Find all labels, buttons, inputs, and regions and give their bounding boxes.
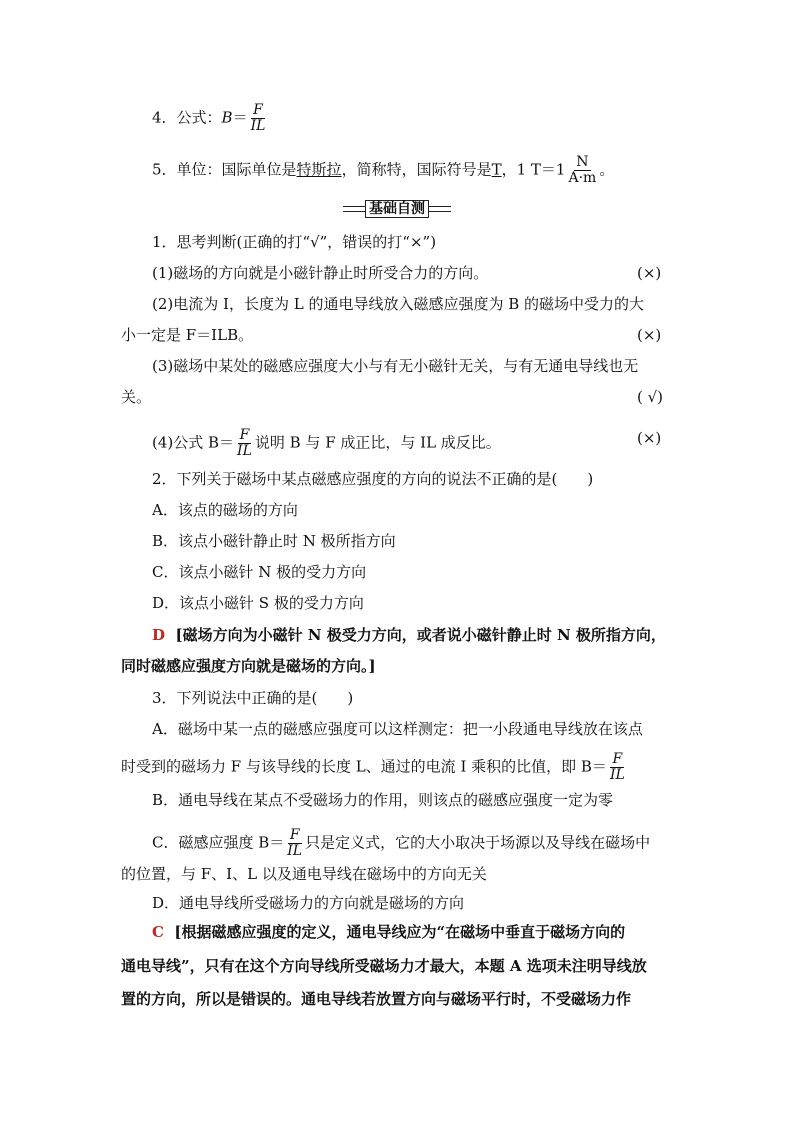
q1-item-4-fraction	[235, 428, 254, 459]
fraction-denominator: A·m	[568, 170, 597, 186]
q2-option-c: C．该点小磁针 N 极的受力方向	[152, 563, 367, 581]
q2-explanation-line2: 同时磁感应强度方向就是磁场的方向。]	[121, 657, 376, 675]
fraction-denominator: IL	[287, 843, 303, 859]
fraction-denominator: IL	[250, 118, 266, 134]
q1-item-3-line1: (3)磁场中某处的磁感应强度大小与有无小磁针无关，与有无通电导线也无	[152, 357, 639, 375]
q1-item-4-pre: (4)公式 B＝	[152, 433, 235, 452]
q2-explain-text-1: [磁场方向为小磁针 N 极受力方向，或者说小磁针静止时 N 极所指方向，	[175, 626, 666, 644]
q3-option-a-line1: A．磁场中某一点的磁感应强度可以这样测定：把一小段通电导线放在该点	[152, 720, 643, 738]
q2-explanation-line1	[152, 625, 666, 645]
q2-option-b: B．该点小磁针静止时 N 极所指方向	[152, 532, 396, 550]
q2-answer: D	[152, 626, 166, 644]
q3-option-c-post: 只是定义式，它的大小取决于场源以及导线在磁场中	[305, 833, 651, 852]
q3-explain-text-1: [根据磁感应强度的定义，通电导线应为“在磁场中垂直于磁场方向的	[174, 923, 626, 941]
q1-item-1-mark: (×)	[637, 264, 662, 282]
formula-fraction	[249, 103, 268, 134]
q1-item-1: (1)磁场的方向就是小磁针静止时所受合力的方向。	[152, 264, 489, 282]
unit-fraction	[566, 155, 598, 186]
formula-lhs: B	[221, 108, 233, 127]
q1-item-2-line2: 小一定是 F＝ILB。	[121, 326, 254, 344]
fraction-numerator: N	[576, 154, 589, 170]
unit-mid: ，简称特，国际符号是	[341, 160, 492, 179]
banner-label: 基础自测	[365, 200, 429, 218]
q1-item-4-mark: (×)	[637, 429, 662, 447]
formula-eq: ＝	[232, 108, 248, 127]
q1-item-2-line1: (2)电流为 I，长度为 L 的通电导线放入磁感应强度为 B 的磁场中受力的大	[152, 295, 645, 313]
unit-line	[152, 155, 614, 186]
q2-option-d: D．该点小磁针 S 极的受力方向	[152, 594, 364, 612]
q3-option-a-line2	[121, 752, 628, 783]
q1-item-3-mark: ( √)	[637, 388, 664, 406]
q3-title: 3．下列说法中正确的是( )	[152, 689, 354, 707]
q2-option-a: A．该点的磁场的方向	[152, 501, 298, 519]
banner-rule-right	[429, 206, 451, 212]
q3-explanation-line1	[152, 922, 625, 942]
fraction-denominator: IL	[237, 443, 252, 459]
q2-title: 2．下列关于磁场中某点磁感应强度的方向的说法不正确的是( )	[152, 470, 594, 488]
fraction-denominator: IL	[609, 767, 625, 783]
unit-end: 。	[599, 160, 615, 179]
banner-rule-left	[343, 206, 365, 212]
q3-option-d: D．通电导线所受磁场力的方向就是磁场的方向	[152, 894, 465, 912]
q3-option-a-text: 时受到的磁场力 F 与该导线的长度 L、通过的电流 I 乘积的比值，即 B＝	[121, 757, 607, 776]
q1-item-4	[152, 428, 501, 459]
q1-item-3-line2: 关。	[121, 388, 152, 406]
unit-name: 特斯拉	[296, 160, 342, 179]
q1-item-4-post: 说明 B 与 F 成正比，与 IL 成反比。	[254, 433, 501, 452]
q3-explanation-line3: 置的方向，所以是错误的。通电导线若放置方向与磁场平行时，不受磁场力作	[121, 990, 632, 1008]
q1-title: 1．思考判断(正确的打“√”，错误的打“×”)	[152, 233, 437, 251]
q1-item-2-mark: (×)	[637, 326, 662, 344]
formula-line	[152, 103, 268, 134]
q3-option-c-line2: 的位置，与 F、I、L 以及通电导线在磁场中的方向无关	[121, 865, 487, 883]
formula-prefix: 4．公式：	[152, 108, 222, 127]
q3-answer: C	[152, 923, 164, 941]
q3-option-c-fraction	[285, 828, 304, 859]
unit-prefix: 5．单位：国际单位是	[152, 160, 297, 179]
q3-option-a-fraction	[608, 752, 627, 783]
q3-option-b: B．通电导线在某点不受磁场力的作用，则该点的磁感应强度一定为零	[152, 791, 614, 809]
fraction-numerator: F	[289, 827, 300, 843]
q3-option-c-pre: C．磁感应强度 B＝	[152, 833, 285, 852]
q3-explanation-line2: 通电导线”，只有在这个方向导线所受磁场力才最大，本题 A 选项未注明导线放	[121, 957, 647, 975]
section-banner	[343, 199, 451, 219]
unit-relation: ，1 T＝1	[501, 160, 566, 179]
unit-symbol: T	[491, 160, 502, 179]
fraction-numerator: F	[612, 751, 623, 767]
fraction-numerator: F	[239, 427, 250, 443]
fraction-numerator: F	[253, 102, 263, 118]
q3-option-c-line1	[152, 828, 650, 859]
